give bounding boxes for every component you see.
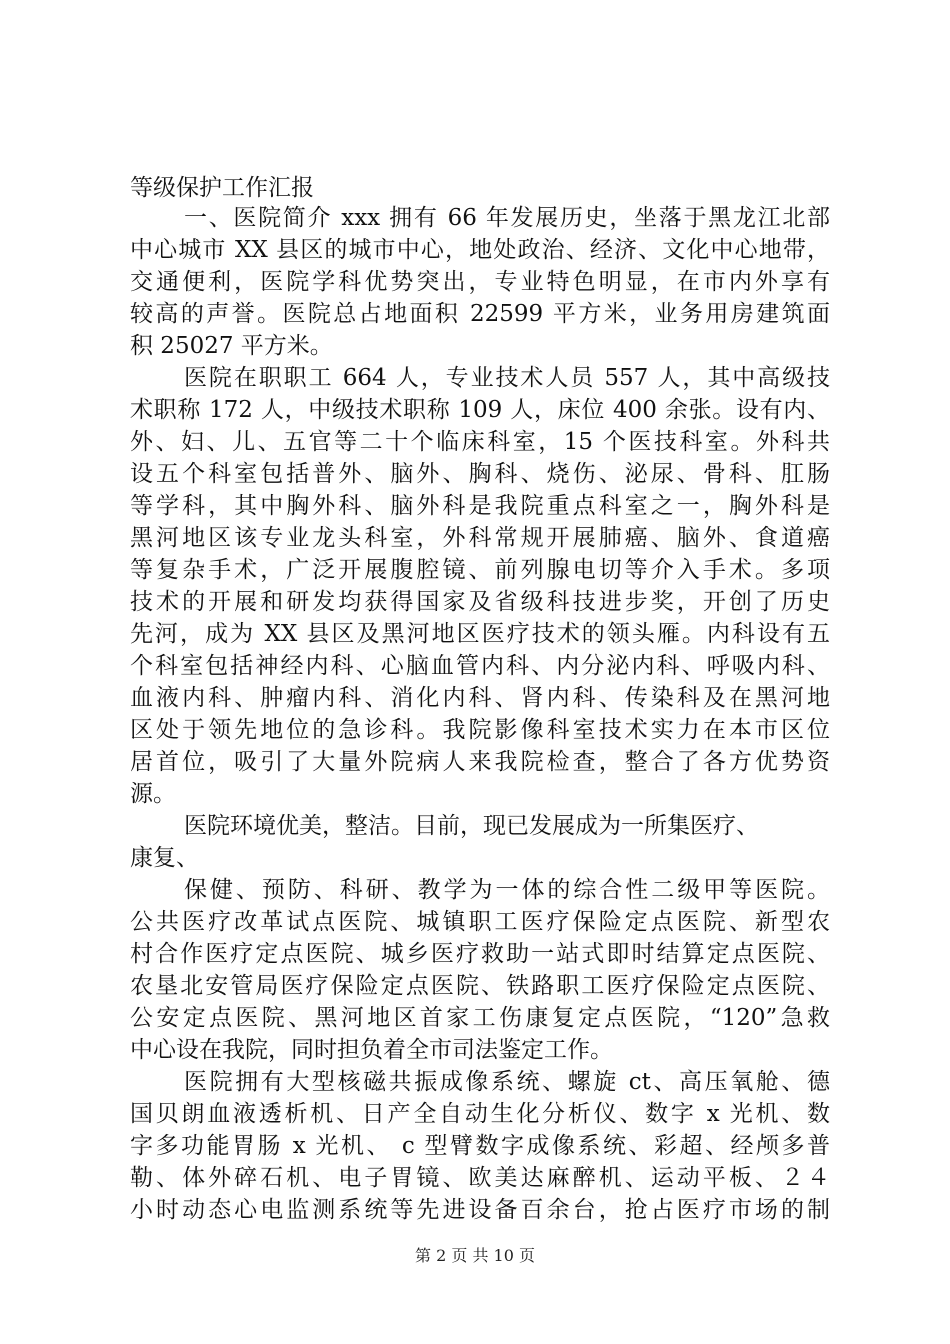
- text-line: 区处于领先地位的急诊科。我院影像科室技术实力在本市区位: [130, 717, 830, 743]
- text-line: 技术的开展和研发均获得国家及省级科技进步奖，开创了历史: [130, 589, 830, 615]
- text-line: 黑河地区该专业龙头科室，外科常规开展肺癌、脑外、食道癌: [130, 525, 830, 551]
- text-line: 积 25027 平方米。: [130, 333, 333, 359]
- text-line: 一、医院简介 xxx 拥有 66 年发展历史，坐落于黑龙江北部: [184, 205, 830, 231]
- text-line: 医院拥有大型核磁共振成像系统、螺旋 ct、高压氧舱、德: [184, 1069, 830, 1095]
- text-line: 术职称 172 人，中级技术职称 109 人，床位 400 余张。设有内、: [130, 397, 830, 423]
- text-line: 中心城市 XX 县区的城市中心，地处政治、经济、文化中心地带，: [130, 237, 830, 263]
- text-line: 中心设在我院，同时担负着全市司法鉴定工作。: [130, 1037, 613, 1063]
- text-line: 医院在职职工 664 人，专业技术人员 557 人，其中高级技: [184, 365, 830, 391]
- text-line: 村合作医疗定点医院、城乡医疗救助一站式即时结算定点医院、: [130, 941, 830, 967]
- text-line: 较高的声誉。医院总占地面积 22599 平方米，业务用房建筑面: [130, 301, 830, 327]
- text-line: 居首位，吸引了大量外院病人来我院检查，整合了各方优势资: [130, 749, 830, 775]
- text-line: 等复杂手术，广泛开展腹腔镜、前列腺电切等介入手术。多项: [130, 557, 830, 583]
- text-line: 个科室包括神经内科、心脑血管内科、内分泌内科、呼吸内科、: [130, 653, 830, 679]
- text-line: 交通便利，医院学科优势突出，专业特色明显，在市内外享有: [130, 269, 830, 295]
- text-line: 小时动态心电监测系统等先进设备百余台，抢占医疗市场的制: [130, 1197, 830, 1223]
- document-body: [130, 202, 830, 1226]
- text-line: 农垦北安管局医疗保险定点医院、铁路职工医疗保险定点医院、: [130, 973, 830, 999]
- text-line: 等学科，其中胸外科、脑外科是我院重点科室之一，胸外科是: [130, 493, 830, 519]
- document-title: 等级保护工作汇报: [130, 175, 314, 201]
- text-line: 勒、体外碎石机、电子胃镜、欧美达麻醉机、运动平板、２４: [130, 1165, 830, 1191]
- text-line: 源。: [130, 781, 176, 807]
- text-line: 康复、: [130, 845, 199, 871]
- text-line: 公共医疗改革试点医院、城镇职工医疗保险定点医院、新型农: [130, 909, 830, 935]
- page-footer: 第 2 页 共 10 页: [415, 1246, 535, 1265]
- text-line: 血液内科、肿瘤内科、消化内科、肾内科、传染科及在黑河地: [130, 685, 830, 711]
- text-line: 外、妇、儿、五官等二十个临床科室，15 个医技科室。外科共: [130, 429, 830, 455]
- text-line: 国贝朗血液透析机、日产全自动生化分析仪、数字 x 光机、数: [130, 1101, 830, 1127]
- text-line: 医院环境优美，整洁。目前，现已发展成为一所集医疗、: [184, 813, 759, 839]
- text-line: 设五个科室包括普外、脑外、胸科、烧伤、泌尿、骨科、肛肠: [130, 461, 830, 487]
- text-line: 公安定点医院、黑河地区首家工伤康复定点医院，“120”急救: [130, 1005, 830, 1031]
- text-line: 保健、预防、科研、教学为一体的综合性二级甲等医院。: [184, 877, 830, 903]
- text-line: 先河，成为 XX 县区及黑河地区医疗技术的领头雁。内科设有五: [130, 621, 830, 647]
- text-line: 字多功能胃肠 x 光机、 c 型臂数字成像系统、彩超、经颅多普: [130, 1133, 830, 1159]
